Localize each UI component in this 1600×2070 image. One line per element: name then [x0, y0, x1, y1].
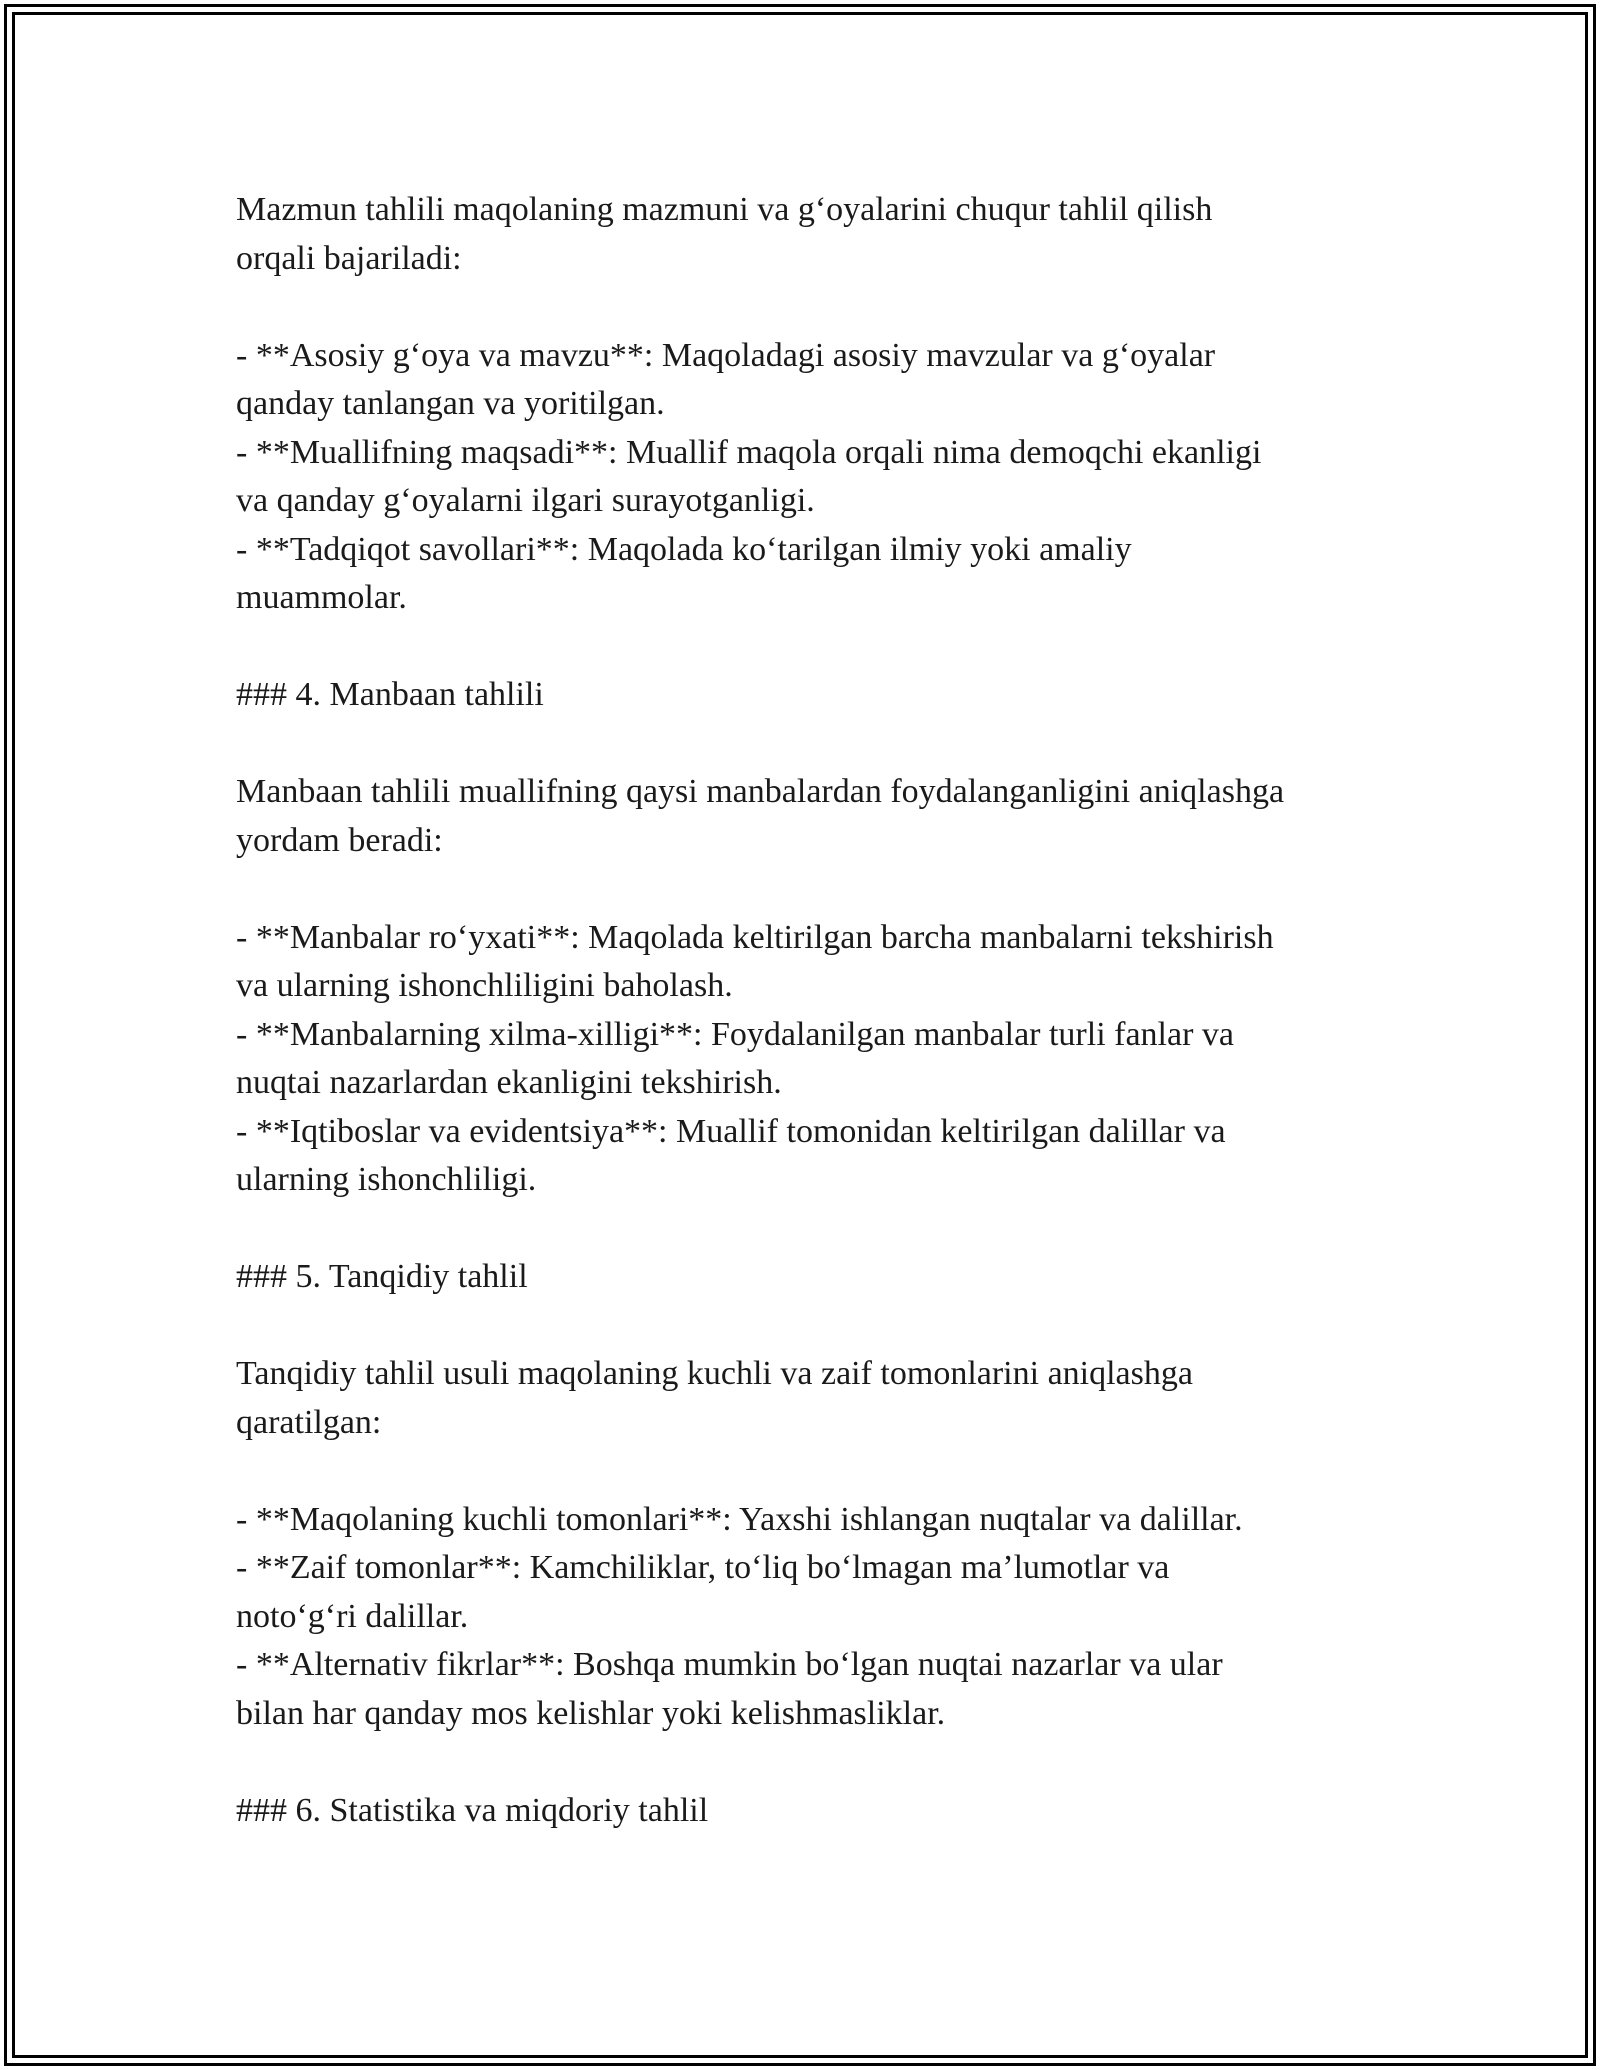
blank-line: [236, 1447, 1376, 1496]
list-item-line: - **Alternativ fikrlar**: Boshqa mumkin bo‘lgan nuqtai nazarlar va ular: [236, 1646, 1223, 1683]
list-item-line: - **Maqolaning kuchli tomonlari**: Yaxshi ishlangan nuqtalar va dalillar.: [236, 1500, 1243, 1538]
list-item-line: bilan har qanday mos kelishlar yoki kelishmasliklar.: [236, 1694, 946, 1732]
list-item-line: - **Manbalarning xilma-xilligi**: Foydalanilgan manbalar turli fanlar va: [236, 1015, 1235, 1053]
list-item-line: - **Zaif tomonlar**: Kamchiliklar, to‘liq bo‘lmagan ma’lumotlar va: [236, 1549, 1170, 1586]
blank-line: [236, 865, 1376, 914]
blank-line: [236, 720, 1376, 769]
blank-line: [236, 1205, 1376, 1254]
list-item-line: - **Asosiy g‘oya va mavzu**: Maqoladagi asosiy mavzular va g‘oyalar: [236, 336, 1216, 374]
blank-line: [236, 283, 1376, 332]
list-item-line: - **Manbalar ro‘yxati**: Maqolada keltirilgan barcha manbalarni tekshirish: [236, 918, 1274, 956]
blank-line: [236, 1302, 1376, 1351]
paragraph-line: qaratilgan:: [236, 1403, 382, 1441]
paragraph-line: Manbaan tahlili muallifning qaysi manbalardan foydalanganligini aniqlashga: [236, 773, 1285, 810]
paragraph-line: orqali bajariladi:: [236, 239, 462, 277]
list-item-line: muammolar.: [236, 579, 407, 616]
list-item-line: ularning ishonchliligi.: [236, 1161, 537, 1198]
list-item-line: va ularning ishonchliligini baholash.: [236, 967, 733, 1004]
list-item-line: noto‘g‘ri dalillar.: [236, 1597, 469, 1635]
paragraph-line: yordam beradi:: [236, 821, 443, 859]
paragraph-line: Tanqidiy tahlil usuli maqolaning kuchli va zaif tomonlarini aniqlashga: [236, 1355, 1193, 1392]
blank-line: [236, 623, 1376, 672]
list-item-line: - **Muallifning maqsadi**: Muallif maqola orqali nima demoqchi ekanligi: [236, 433, 1262, 471]
section-heading: ### 5. Tanqidiy tahlil: [236, 1258, 528, 1295]
list-item-line: qanday tanlangan va yoritilgan.: [236, 385, 665, 422]
section-heading: ### 4. Manbaan tahlili: [236, 676, 544, 713]
list-item-line: - **Iqtiboslar va evidentsiya**: Muallif tomonidan keltirilgan dalillar va: [236, 1112, 1226, 1150]
paragraph-line: Mazmun tahlili maqolaning mazmuni va g‘oyalarini chuqur tahlil qilish: [236, 191, 1213, 228]
blank-line: [236, 1738, 1376, 1787]
list-item-line: nuqtai nazarlardan ekanligini tekshirish.: [236, 1064, 782, 1101]
list-item-line: - **Tadqiqot savollari**: Maqolada ko‘tarilgan ilmiy yoki amaliy: [236, 530, 1132, 568]
section-heading: ### 6. Statistika va miqdoriy tahlil: [236, 1791, 709, 1829]
document-body: [236, 186, 1376, 1835]
list-item-line: va qanday g‘oyalarni ilgari surayotganligi.: [236, 482, 815, 519]
